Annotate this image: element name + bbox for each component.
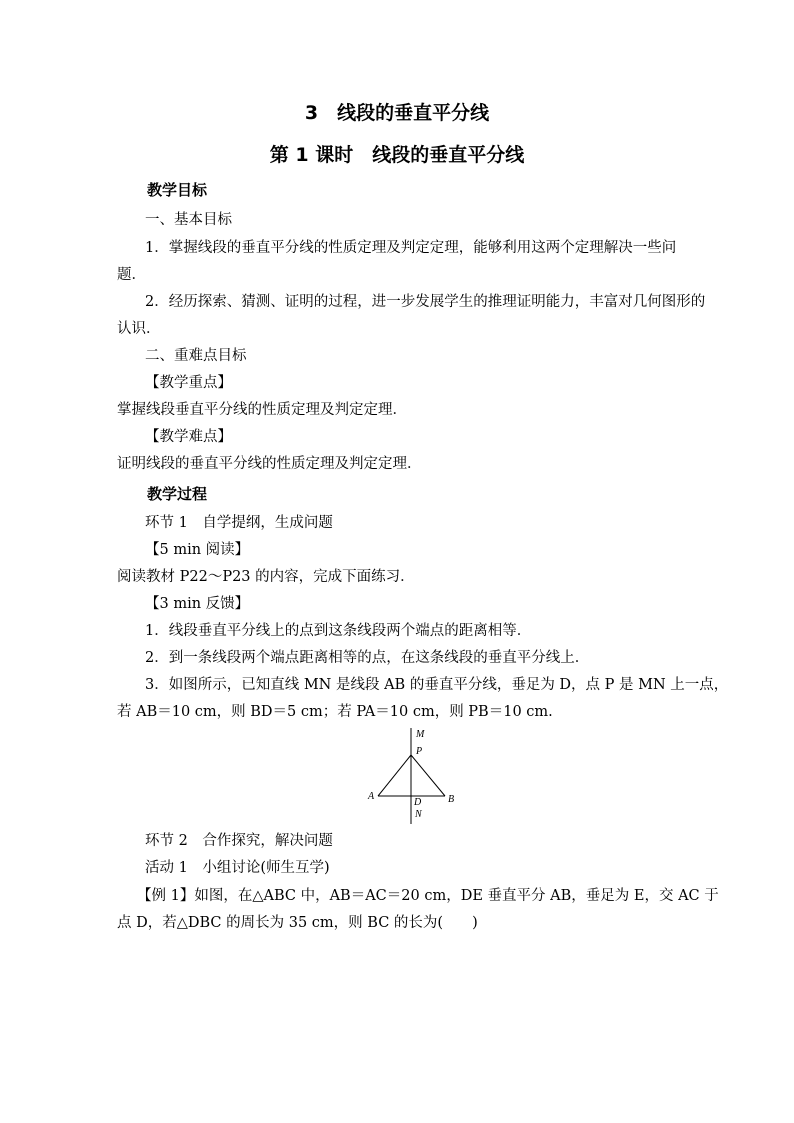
key-point-tag: 【教学重点】 [145,375,232,391]
goal-item-1-line1: 1．掌握线段的垂直平分线的性质定理及判定定理，能够利用这两个定理解决一些问 [145,240,677,256]
section-heading-process: 教学过程 [147,485,208,503]
lesson-subtitle: 第 1 课时 线段的垂直平分线 [269,144,525,166]
label-a: A [368,791,375,802]
label-b: B [448,794,455,805]
feedback-tag: 【3 min 反馈】 [145,596,250,612]
segment-pa [378,755,411,796]
segment-pb [411,755,445,796]
feedback-item-3-line1: 3．如图所示，已知直线 MN 是线段 AB 的垂直平分线，垂足为 D，点 P 是 MN 上一点， [145,677,729,693]
key-point-text: 掌握线段垂直平分线的性质定理及判定定理． [117,402,407,418]
activity-1-heading: 活动 1 小组讨论(师生互学) [145,860,330,876]
goal-item-2-line2: 认识． [117,321,161,337]
label-d: D [414,797,422,808]
reading-tag: 【5 min 阅读】 [145,542,250,558]
feedback-item-3-line2: 若 AB＝10 cm，则 BD＝5 cm；若 PA＝10 cm，则 PB＝10 cm. [117,704,553,720]
document-title: 3 线段的垂直平分线 [304,102,490,124]
step-2-heading: 环节 2 合作探究，解决问题 [145,833,333,849]
difficulty-text: 证明线段的垂直平分线的性质定理及判定定理． [117,456,422,472]
difficulty-tag: 【教学难点】 [145,429,232,445]
feedback-item-2: 2．到一条线段两个端点距离相等的点，在这条线段的垂直平分线上． [145,650,590,666]
key-difficulty-heading: 二、重难点目标 [145,348,247,364]
example-1-line1: 【例 1】如图，在△ABC 中，AB＝AC＝20 cm，DE 垂直平分 AB，垂足为 E，交 AC 于 [137,888,719,904]
section-heading-goals: 教学目标 [147,181,208,199]
goal-item-1-line2: 题． [117,267,146,283]
label-p: P [416,746,423,757]
basic-goal-heading: 一、基本目标 [145,212,232,228]
perpendicular-bisector-figure [360,728,470,828]
example-1-line2: 点 D，若△DBC 的周长为 35 cm，则 BC 的长为( ) [117,915,478,931]
feedback-item-1: 1．线段垂直平分线上的点到这条线段两个端点的距离相等． [145,623,532,639]
label-n: N [415,809,422,820]
step-1-heading: 环节 1 自学提纲，生成问题 [145,515,333,531]
label-m: M [416,729,425,740]
goal-item-2-line1: 2．经历探索、猜测、证明的过程，进一步发展学生的推理证明能力，丰富对几何图形的 [145,294,706,310]
reading-text: 阅读教材 P22～P23 的内容，完成下面练习． [117,569,415,585]
